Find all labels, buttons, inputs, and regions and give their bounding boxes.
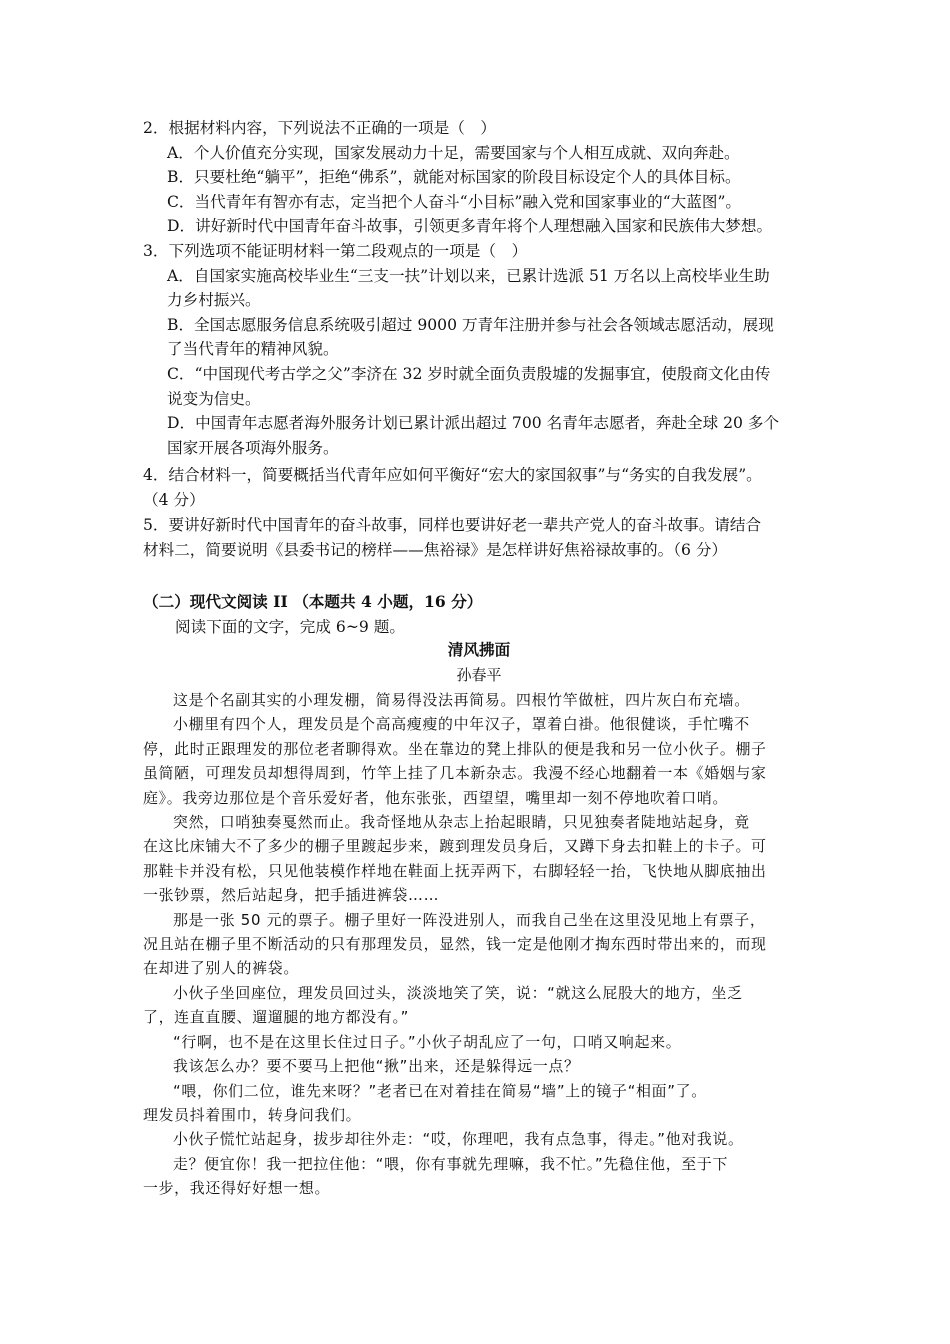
story-line: 理发员抖着围巾，转身问我们。 bbox=[143, 1105, 362, 1124]
story-line: 小伙子慌忙站起身，拔步却往外走：“哎，你理吧，我有点急事，得走。”他对我说。 bbox=[173, 1130, 744, 1149]
story-line: 在却进了别人的裤袋。 bbox=[143, 959, 299, 978]
question-2-option-a: A．个人价值充分实现，国家发展动力十足，需要国家与个人相互成就、双向奔赴。 bbox=[167, 143, 740, 162]
question-2 bbox=[143, 116, 815, 239]
question-3-option-b-cont: 了当代青年的精神风貌。 bbox=[167, 340, 339, 359]
question-5-text-cont: 材料二，简要说明《县委书记的榜样——焦裕禄》是怎样讲好焦裕禄故事的。（6 分） bbox=[143, 540, 728, 559]
question-2-option-b: B．只要杜绝“躺平”，拒绝“佛系”，就能对标国家的阶段目标设定个人的具体目标。 bbox=[167, 168, 741, 187]
section-heading: （二）现代文阅读 II （本题共 4 小题，16 分） bbox=[143, 592, 483, 611]
story-line: 停，此时正跟理发的那位老者聊得欢。坐在靠边的凳上排队的便是我和另一位小伙子。棚子 bbox=[143, 739, 767, 758]
question-3 bbox=[143, 239, 815, 460]
story-line: 那鞋卡并没有松，只见他装模作样地在鞋面上抚弄两下，右脚轻轻一抬，飞快地从脚底抽出 bbox=[143, 861, 767, 880]
question-5-text: 5．要讲好新时代中国青年的奋斗故事，同样也要讲好老一辈共产党人的奋斗故事。请结合 bbox=[143, 516, 762, 534]
story-header bbox=[143, 638, 815, 687]
story-line: “喂，你们二位，谁先来呀？”老者已在对着挂在简易“墙”上的镜子“相面”了。 bbox=[173, 1081, 707, 1100]
question-3-option-b: B．全国志愿服务信息系统吸引超过 9000 万青年注册并参与社会各领域志愿活动，展现 bbox=[167, 315, 774, 334]
question-5 bbox=[143, 513, 815, 562]
story-body bbox=[143, 688, 815, 1201]
story-author: 孙春平 bbox=[456, 665, 502, 684]
story-line: 突然，口哨独奏戛然而止。我奇怪地从杂志上抬起眼睛，只见独奏者陡地站起身，竟 bbox=[173, 813, 750, 832]
question-3-option-a: A．自国家实施高校毕业生“三支一扶”计划以来，已累计选派 51 万名以上高校毕业生助 bbox=[167, 266, 770, 285]
question-4-text: 4．结合材料一，简要概括当代青年应如何平衡好“宏大的家国叙事”与“务实的自我发展”。 bbox=[143, 466, 762, 484]
story-line: 小伙子坐回座位，理发员回过头，淡淡地笑了笑，说：“就这么屁股大的地方，坐乏 bbox=[173, 983, 743, 1002]
question-2-option-d: D．讲好新时代中国青年奋斗故事，引领更多青年将个人理想融入国家和民族伟大梦想。 bbox=[167, 217, 773, 236]
question-2-option-c: C．当代青年有智亦有志，定当把个人奋斗“小目标”融入党和国家事业的“大蓝图”。 bbox=[167, 192, 742, 211]
story-title: 清风拂面 bbox=[447, 640, 511, 659]
story-line: 走？便宜你！我一把拉住他：“喂，你有事就先理嘛，我不忙。”先稳住他，至于下 bbox=[173, 1154, 729, 1173]
question-3-option-a-cont: 力乡村振兴。 bbox=[167, 291, 261, 310]
story-line: 我该怎么办？要不要马上把他“揪”出来，还是躲得远一点？ bbox=[173, 1057, 580, 1076]
story-line: 了，连直直腰、遛遛腿的地方都没有。” bbox=[143, 1008, 410, 1027]
question-3-option-d-cont: 国家开展各项海外服务。 bbox=[167, 438, 339, 457]
question-2-stem: 2．根据材料内容，下列说法不正确的一项是（ ） bbox=[143, 119, 496, 137]
story-line: 那是一张 50 元的票子。棚子里好一阵没进别人，而我自己坐在这里没见地上有票子， bbox=[173, 910, 766, 929]
question-3-option-d: D．中国青年志愿者海外服务计划已累计派出超过 700 名青年志愿者，奔赴全球 20 多个 bbox=[167, 414, 780, 433]
section-instruction: 阅读下面的文字，完成 6~9 题。 bbox=[175, 617, 405, 636]
story-line: 一步，我还得好好想一想。 bbox=[143, 1179, 331, 1198]
story-line: “行啊，也不是在这里长住过日子。”小伙子胡乱应了一句，口哨又响起来。 bbox=[173, 1032, 682, 1051]
story-line: 虽简陋，可理发员却想得周到，竹竿上挂了几本新杂志。我漫不经心地翻着一本《婚姻与家 bbox=[143, 764, 767, 783]
section-2 bbox=[143, 590, 815, 639]
question-3-stem: 3．下列选项不能证明材料一第二段观点的一项是（ ） bbox=[143, 242, 528, 260]
story-line: 这是个名副其实的小理发棚，简易得没法再简易。四根竹竿做桩，四片灰白布充墙。 bbox=[173, 691, 750, 709]
story-line: 在这比床铺大不了多少的棚子里踱起步来，踱到理发员身后，又蹲下身去扣鞋上的卡子。可 bbox=[143, 837, 767, 856]
story-line: 况且站在棚子里不断活动的只有那理发员，显然，钱一定是他刚才掏东西时带出来的，而现 bbox=[143, 935, 767, 954]
question-4-score: （4 分） bbox=[143, 490, 205, 509]
story-line: 一张钞票，然后站起身，把手插进裤袋…… bbox=[143, 886, 440, 905]
story-line: 小棚里有四个人，理发员是个高高瘦瘦的中年汉子，罩着白褂。他很健谈，手忙嘴不 bbox=[173, 715, 750, 734]
question-3-option-c: C．“中国现代考古学之父”李济在 32 岁时就全面负责殷墟的发掘事宜，使殷商文化由传 bbox=[167, 364, 771, 383]
question-3-option-c-cont: 说变为信史。 bbox=[167, 389, 261, 408]
question-4 bbox=[143, 463, 815, 512]
story-line: 庭》。我旁边那位是个音乐爱好者，他东张张，西望望，嘴里却一刻不停地吹着口哨。 bbox=[143, 788, 728, 807]
